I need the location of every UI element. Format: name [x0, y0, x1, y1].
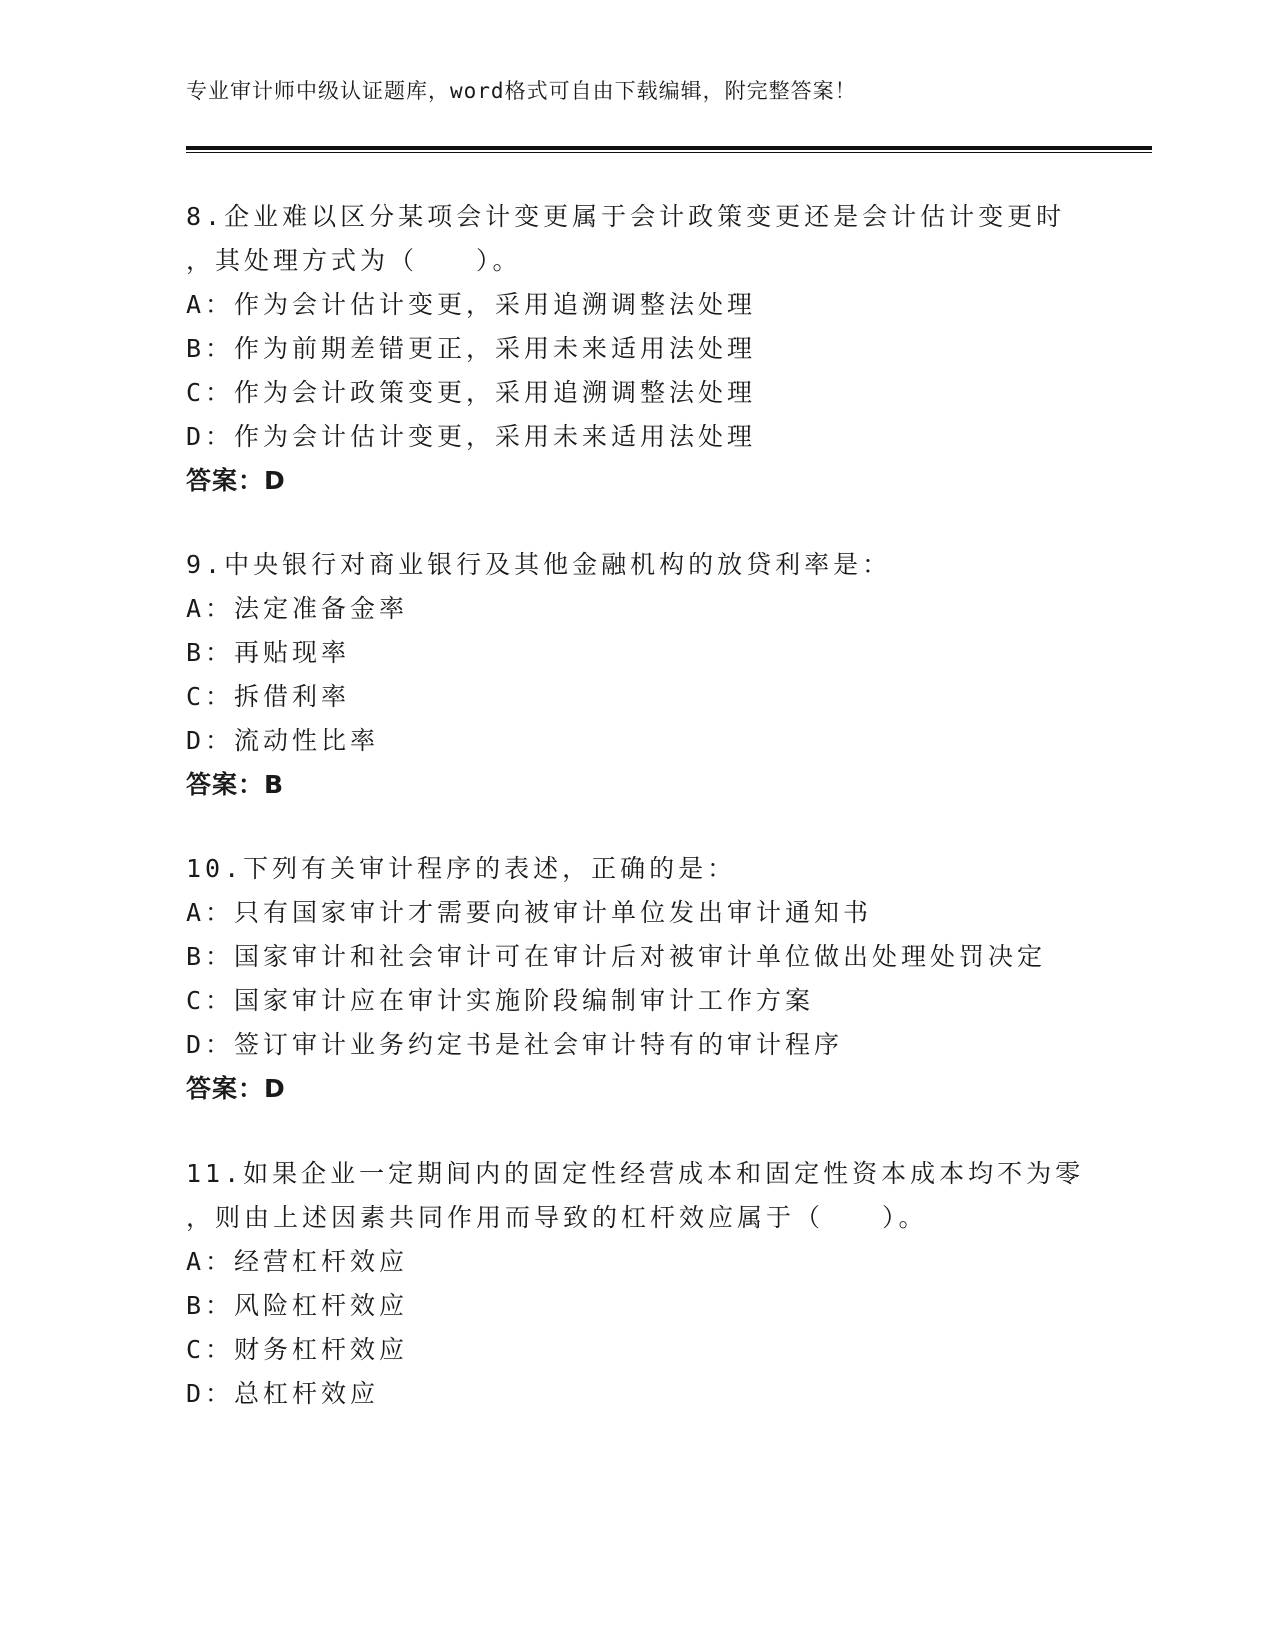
question-stem: ，则由上述因素共同作用而导致的杠杆效应属于（ ）。 — [186, 1203, 928, 1232]
option-b: B：风险杠杆效应 — [186, 1291, 409, 1320]
option-d: D：作为会计估计变更，采用未来适用法处理 — [186, 422, 757, 451]
option-a: A：法定准备金率 — [186, 594, 409, 623]
option-b: B：作为前期差错更正，采用未来适用法处理 — [186, 334, 757, 363]
question-stem: ，其处理方式为（ ）。 — [186, 246, 522, 275]
option-d: D：流动性比率 — [186, 726, 380, 755]
option-b: B：再贴现率 — [186, 638, 351, 667]
answer: 答案：D — [186, 466, 286, 495]
question-stem: 11.如果企业一定期间内的固定性经营成本和固定性资本成本均不为零 — [186, 1159, 1085, 1188]
header-rule-thick — [186, 146, 1152, 150]
question-stem: 9.中央银行对商业银行及其他金融机构的放贷利率是： — [186, 550, 892, 579]
option-a: A：只有国家审计才需要向被审计单位发出审计通知书 — [186, 898, 873, 927]
option-d: D：总杠杆效应 — [186, 1379, 380, 1408]
option-a: A：经营杠杆效应 — [186, 1247, 409, 1276]
option-b: B：国家审计和社会审计可在审计后对被审计单位做出处理处罚决定 — [186, 942, 1047, 971]
option-d: D：签订审计业务约定书是社会审计特有的审计程序 — [186, 1030, 844, 1059]
page-header: 专业审计师中级认证题库，word格式可自由下载编辑，附完整答案！ — [186, 79, 857, 103]
answer: 答案：D — [186, 1074, 286, 1103]
option-c: C：国家审计应在审计实施阶段编制审计工作方案 — [186, 986, 815, 1015]
option-a: A：作为会计估计变更，采用追溯调整法处理 — [186, 290, 757, 319]
option-c: C：拆借利率 — [186, 682, 351, 711]
answer: 答案：B — [186, 770, 285, 799]
question-stem: 10.下列有关审计程序的表述，正确的是： — [186, 854, 737, 883]
option-c: C：作为会计政策变更，采用追溯调整法处理 — [186, 378, 757, 407]
header-rule-thin — [186, 152, 1152, 153]
question-stem: 8.企业难以区分某项会计变更属于会计政策变更还是会计估计变更时 — [186, 202, 1066, 231]
option-c: C：财务杠杆效应 — [186, 1335, 409, 1364]
